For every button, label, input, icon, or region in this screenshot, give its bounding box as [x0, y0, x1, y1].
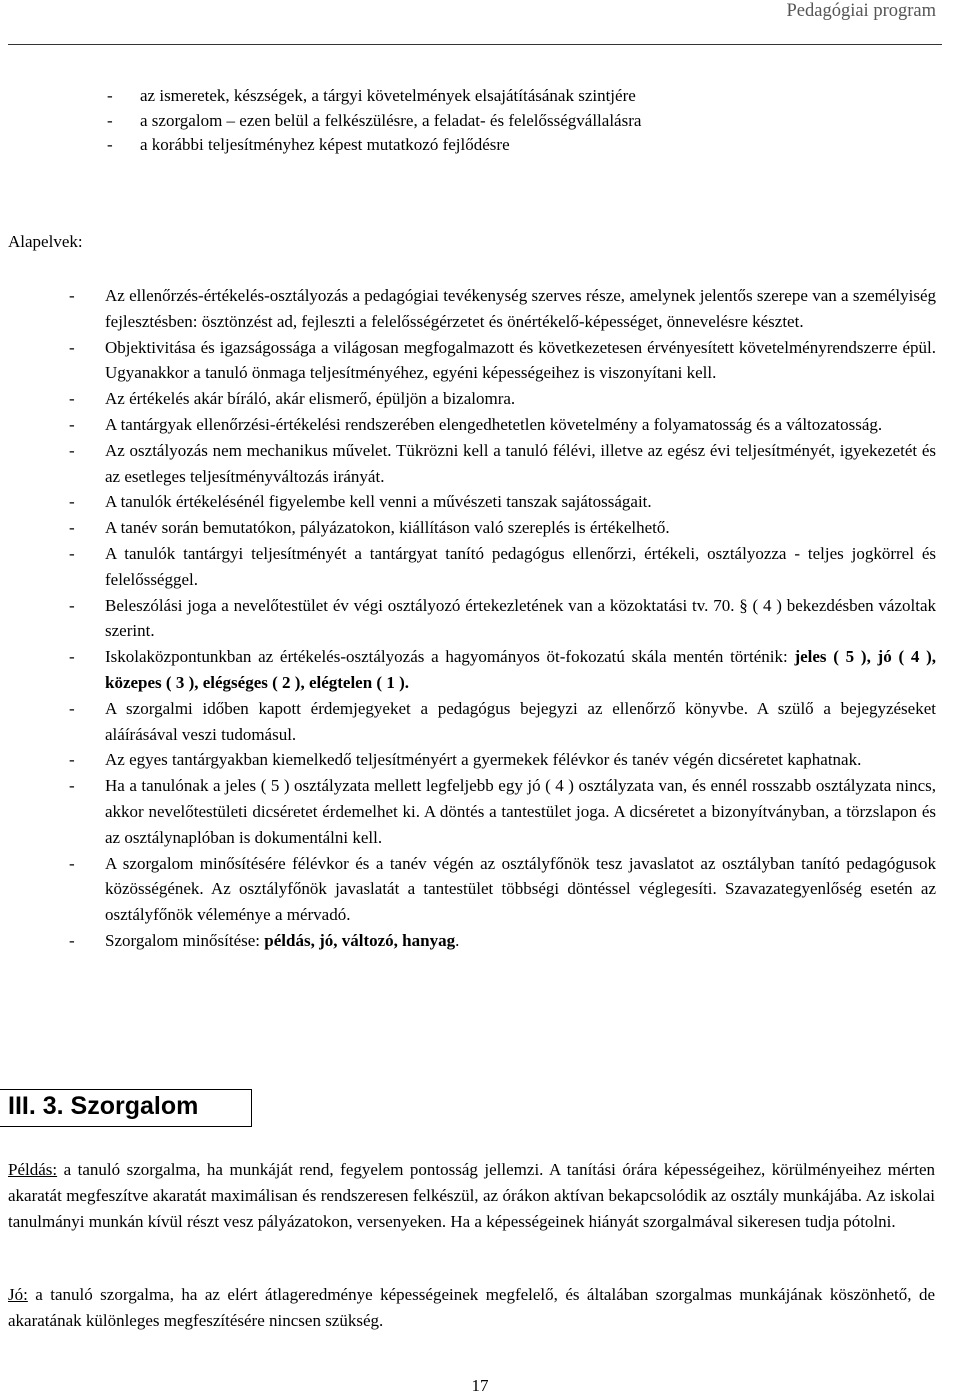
good-label: Jó:	[8, 1285, 28, 1304]
list-item	[69, 386, 936, 412]
list-item-text: A szorgalmi időben kapott érdemjegyeket a pedagógus bejegyzi az ellenőrző könyvbe. A szülő a bejegyzéseket aláírásával veszi tudomásul.	[105, 698, 936, 744]
list-dash: -	[69, 389, 75, 409]
good-text: a tanuló szorgalma, ha az elért átlageredménye képességeinek megfelelő, és általában szorgalmas munkájának köszönhető, de akaratának különleges megfeszítésére nincsen szükség.	[8, 1285, 935, 1331]
list-item-text: A tanulók tantárgyi teljesítményét a tantárgyat tanító pedagógus ellenőrzi, értékeli, osztályozza - teljes jogkörrel és felelősséggel.	[105, 543, 936, 589]
list-item-text: A tantárgyak ellenőrzési-értékelési rendszerében elengedhetetlen követelmény a folyamatosság és a változatosság.	[105, 414, 883, 434]
list-item	[69, 851, 936, 928]
section-heading: III. 3. Szorgalom	[8, 1092, 199, 1120]
list-item	[107, 84, 877, 109]
list-item-text: A szorgalom minősítésére félévkor és a tanév végén az osztályfőnök tesz javaslatot az osztályban tanító pedagógusok közösségének. Az osztályfőnök javaslatát a tantestület többségi döntéssel véglegesíti. Szavazategyenlőség esetén az osztályfőnök véleménye a mérvadó.	[105, 853, 936, 925]
diligence-rating-end: .	[455, 930, 460, 950]
header-title: Pedagógiai program	[786, 1, 936, 21]
list-item	[69, 283, 936, 335]
list-dash: -	[69, 647, 75, 667]
list-dash: -	[69, 750, 75, 770]
diligence-rating-text: Szorgalom minősítése:	[105, 930, 265, 950]
list-item	[69, 541, 936, 593]
list-item-text: Ha a tanulónak a jeles ( 5 ) osztályzata mellett legfeljebb egy jó ( 4 ) osztályzata van, és ennél rosszabb osztályzata nincs, akkor nevelőtestületi dicséretet érdemelhet ki. A döntés a tantestület joga. A dicséretet a bizonyítványban, a törzslapon és az osztálynaplóban is dokumentálni kell.	[105, 776, 936, 847]
good-paragraph	[8, 1282, 935, 1334]
list-dash: -	[69, 930, 75, 950]
list-dash: -	[69, 286, 75, 305]
diligence-rating-values: példás, jó, változó, hanyag	[264, 930, 456, 950]
list-dash: -	[69, 853, 75, 873]
grading-scale-item	[69, 644, 936, 696]
page-number: 17	[471, 1376, 489, 1395]
diligence-rating-item	[69, 928, 936, 954]
list-item	[69, 593, 936, 645]
grading-scale-values: jeles ( 5 ), jó ( 4 ), közepes ( 3 ), elégséges ( 2 ), elégtelen ( 1 ).	[105, 647, 937, 692]
exemplary-text: a tanuló szorgalma, ha munkáját rend, fegyelem pontosság jellemzi. A tanítási órára képességeihez, körülményeihez mérten akaratát megfeszítve akaratát maximálisan és rendszeresen felkészül, az órákon aktívan bekapcsolódik az osztály munkájába. Az iskolai tanulmányi munkán kívül részt vesz pályázatokon, versenyeken. Ha a képességeinek hiányát szorgalmával sikeresen tudja pótolni.	[8, 1160, 935, 1232]
list-item	[69, 412, 936, 438]
list-dash: -	[69, 518, 75, 538]
list-item-text: Beleszólási joga a nevelőtestület év végi osztályozó értekezletének van a közoktatási tv. 70. § ( 4 ) bekezdésben vázoltak szerint.	[105, 595, 936, 641]
header-divider	[8, 44, 942, 45]
grading-scale-text: Iskolaközpontunkban az értékelés-osztályozás a hagyományos öt-fokozatú skála mentén történik:	[105, 647, 788, 667]
list-dash: -	[107, 135, 113, 154]
list-dash: -	[69, 337, 75, 357]
list-item	[107, 109, 877, 134]
list-item-text: az ismeretek, készségek, a tárgyi követelmények elsajátításának szintjére	[140, 86, 636, 105]
list-item	[69, 438, 936, 490]
list-item-text: Az ellenőrzés-értékelés-osztályozás a pedagógiai tevékenység szerves része, amelynek jelentős szerepe van a személyiség fejlesztésben: ösztönzést ad, fejleszti a felelősségérzetet és önértékelő-képességet, önnevelésre késztet.	[105, 286, 936, 331]
principles-list	[69, 283, 936, 954]
list-dash: -	[69, 595, 75, 615]
list-item-text: a korábbi teljesítményhez képest mutatkozó fejlődésre	[140, 135, 510, 154]
list-dash: -	[69, 776, 75, 796]
list-item-text: Objektivitása és igazságossága a világosan megfogalmazott és következetesen érvényesített követelményrendszerre épül. Ugyanakkor a tanuló önmaga teljesítményéhez, egyéni képességeihez is viszonyítani kell.	[105, 337, 936, 383]
list-item	[69, 515, 936, 541]
list-dash: -	[107, 110, 113, 130]
list-item	[69, 696, 936, 748]
evaluation-criteria-list	[107, 84, 877, 158]
principles-label: Alapelvek:	[8, 232, 83, 251]
list-item-text: Az egyes tantárgyakban kiemelkedő teljesítményért a gyermekek félévkor és tanév végén dicséretet kaphatnak.	[105, 750, 862, 770]
list-item	[69, 335, 936, 387]
list-item-text: a szorgalom – ezen belül a felkészülésre, a feladat- és felelősségvállalásra	[140, 110, 642, 130]
list-dash: -	[69, 414, 75, 434]
list-dash: -	[69, 543, 75, 563]
list-item-text: Az értékelés akár bíráló, akár elismerő, épüljön a bizalomra.	[105, 389, 516, 409]
list-dash: -	[107, 86, 113, 105]
list-item	[69, 773, 936, 850]
list-dash: -	[69, 440, 75, 460]
exemplary-paragraph	[8, 1157, 935, 1236]
list-item	[107, 133, 877, 158]
list-item	[69, 489, 936, 515]
list-item	[69, 747, 936, 773]
list-item-text: Az osztályozás nem mechanikus művelet. Tükrözni kell a tanuló félévi, illetve az egész évi teljesítményét, igyekezetét és az esetleges teljesítményváltozás irányát.	[105, 440, 936, 486]
exemplary-label: Példás:	[8, 1160, 58, 1179]
list-dash: -	[69, 492, 75, 512]
list-item-text: A tanulók értékelésénél figyelembe kell venni a művészeti tanszak sajátosságait.	[105, 492, 652, 512]
list-dash: -	[69, 698, 75, 718]
list-item-text: A tanév során bemutatókon, pályázatokon, kiállításon való szereplés is értékelhető.	[105, 518, 670, 538]
